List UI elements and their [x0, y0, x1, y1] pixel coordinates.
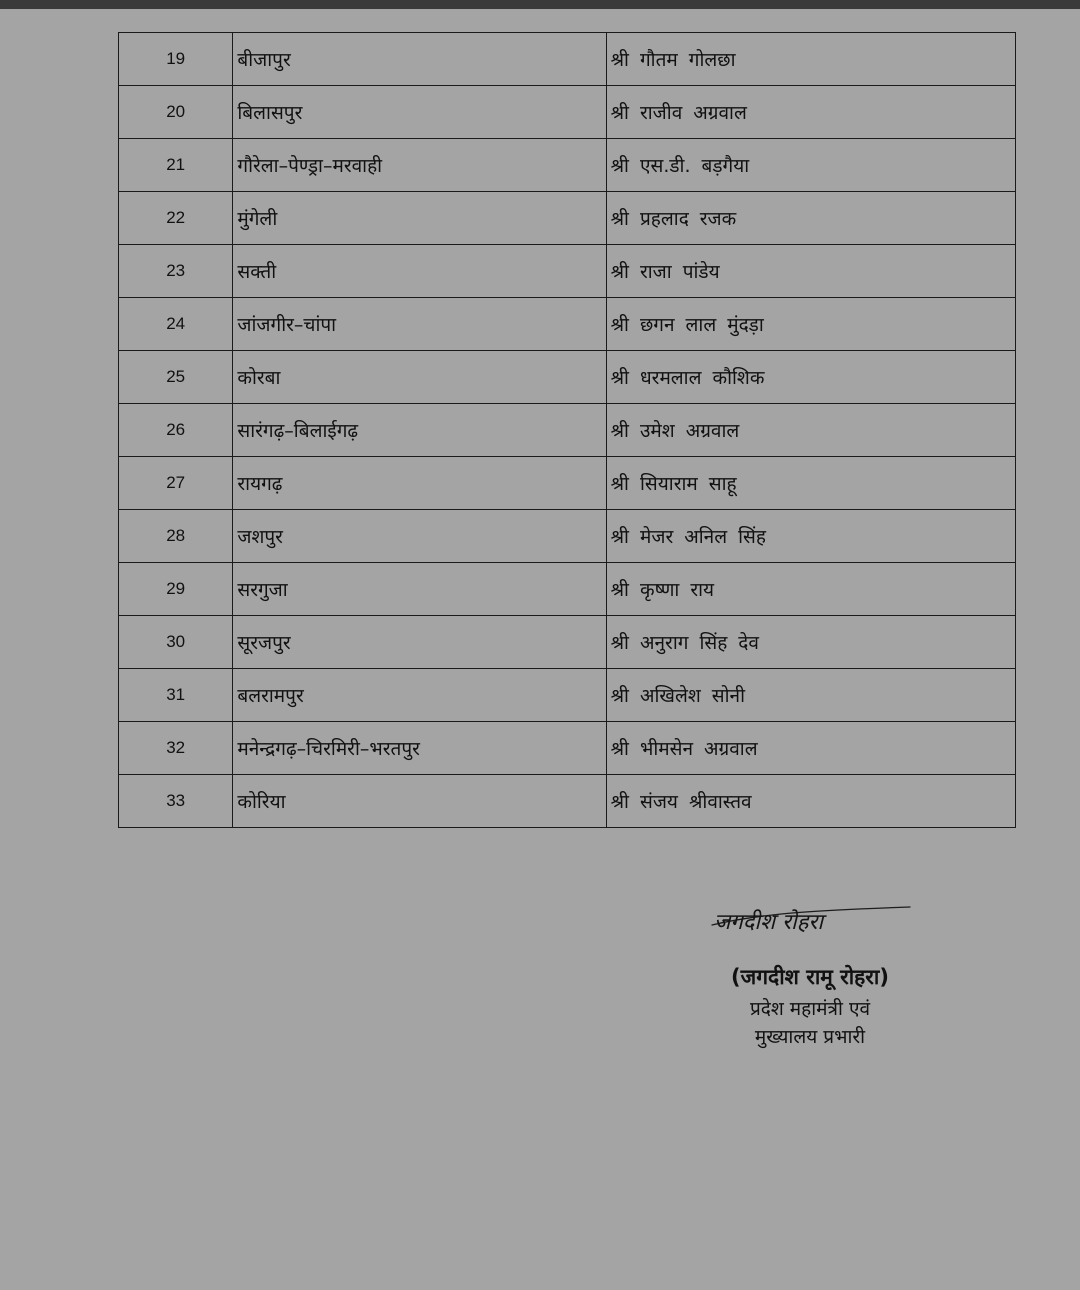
name-part: अखिलेश	[639, 685, 701, 707]
name-part: बड़गैया	[701, 155, 750, 177]
name-part: राजा	[639, 261, 672, 283]
name-part: देव	[738, 632, 759, 654]
honorific-prefix: श्री	[610, 526, 629, 548]
incharge-name-cell	[606, 563, 1015, 616]
honorific-prefix: श्री	[610, 579, 629, 601]
name-part: अग्रवाल	[685, 420, 740, 442]
name-part: श्रीवास्तव	[688, 791, 752, 813]
incharge-name-cell	[606, 139, 1015, 192]
district-cell: बिलासपुर	[233, 86, 606, 139]
serial-number-cell: 27	[119, 457, 233, 510]
serial-number-cell: 28	[119, 510, 233, 563]
serial-number-cell: 26	[119, 404, 233, 457]
incharge-name-cell	[606, 33, 1015, 86]
name-part: एस.डी.	[639, 155, 691, 177]
honorific-prefix: श्री	[610, 314, 629, 336]
serial-number-cell: 30	[119, 616, 233, 669]
name-part: गोलछा	[688, 49, 736, 71]
name-part: कृष्णा	[639, 579, 680, 601]
table-row	[119, 457, 1016, 510]
incharge-name-cell	[606, 404, 1015, 457]
district-cell: गौरेला–पेण्ड्रा–मरवाही	[233, 139, 606, 192]
incharge-name-cell	[606, 245, 1015, 298]
district-cell: बीजापुर	[233, 33, 606, 86]
table-row	[119, 245, 1016, 298]
district-incharge-table	[118, 32, 1016, 828]
name-part: छगन	[639, 314, 675, 336]
honorific-prefix: श्री	[610, 49, 629, 71]
name-part: पांडेय	[682, 261, 720, 283]
name-part: धरमलाल	[639, 367, 702, 389]
district-cell: मुंगेली	[233, 192, 606, 245]
name-part: अनिल	[684, 526, 728, 548]
table-row	[119, 563, 1016, 616]
svg-text:जगदीश रोहरा: जगदीश रोहरा	[714, 910, 824, 935]
name-part: प्रहलाद	[639, 208, 689, 230]
name-part: मुंदड़ा	[727, 314, 764, 336]
honorific-prefix: श्री	[610, 208, 629, 230]
honorific-prefix: श्री	[610, 261, 629, 283]
incharge-name-cell	[606, 86, 1015, 139]
serial-number-cell: 20	[119, 86, 233, 139]
serial-number-cell: 24	[119, 298, 233, 351]
name-part: उमेश	[639, 420, 675, 442]
serial-number-cell: 22	[119, 192, 233, 245]
name-part: सोनी	[711, 685, 745, 707]
table-row	[119, 669, 1016, 722]
table-row	[119, 139, 1016, 192]
table-row	[119, 404, 1016, 457]
name-part: कौशिक	[712, 367, 765, 389]
name-part: राजीव	[639, 102, 683, 124]
table-row	[119, 722, 1016, 775]
serial-number-cell: 25	[119, 351, 233, 404]
table-row	[119, 298, 1016, 351]
table-row	[119, 775, 1016, 828]
district-cell: बलरामपुर	[233, 669, 606, 722]
honorific-prefix: श्री	[610, 791, 629, 813]
incharge-name-cell	[606, 775, 1015, 828]
serial-number-cell: 21	[119, 139, 233, 192]
serial-number-cell: 33	[119, 775, 233, 828]
honorific-prefix: श्री	[610, 155, 629, 177]
district-cell: रायगढ़	[233, 457, 606, 510]
name-part: अग्रवाल	[704, 738, 758, 760]
name-part: सियाराम	[639, 473, 698, 495]
district-cell: जांजगीर–चांपा	[233, 298, 606, 351]
honorific-prefix: श्री	[610, 632, 629, 654]
name-part: मेजर	[639, 526, 674, 548]
district-cell: कोरबा	[233, 351, 606, 404]
name-part: लाल	[685, 314, 717, 336]
name-part: सिंह	[699, 632, 728, 654]
honorific-prefix: श्री	[610, 420, 629, 442]
district-cell: कोरिया	[233, 775, 606, 828]
name-part: राय	[690, 579, 715, 601]
top-border	[0, 0, 1080, 9]
district-cell: जशपुर	[233, 510, 606, 563]
table-body	[119, 33, 1016, 828]
incharge-name-cell	[606, 669, 1015, 722]
district-cell: सक्ती	[233, 245, 606, 298]
incharge-name-cell	[606, 192, 1015, 245]
district-cell: सारंगढ़–बिलाईगढ़	[233, 404, 606, 457]
honorific-prefix: श्री	[610, 367, 629, 389]
incharge-name-cell	[606, 457, 1015, 510]
signatory-title-line-2: मुख्यालय प्रभारी	[754, 1026, 866, 1048]
table-row	[119, 192, 1016, 245]
signatory-name: (जगदीश रामू रोहरा)	[731, 965, 889, 989]
name-part: रजक	[699, 208, 737, 230]
serial-number-cell: 31	[119, 669, 233, 722]
name-part: संजय	[639, 791, 678, 813]
honorific-prefix: श्री	[610, 102, 629, 124]
handwritten-signature	[700, 895, 920, 945]
signatory-title-line-1: प्रदेश महामंत्री एवं	[749, 998, 871, 1020]
incharge-name-cell	[606, 722, 1015, 775]
district-cell: सरगुजा	[233, 563, 606, 616]
incharge-name-cell	[606, 351, 1015, 404]
table-row	[119, 616, 1016, 669]
signatory-title	[680, 995, 940, 1051]
name-part: साहू	[708, 473, 737, 495]
incharge-name-cell	[606, 298, 1015, 351]
signature-block	[700, 895, 930, 945]
honorific-prefix: श्री	[610, 738, 629, 760]
district-cell: सूरजपुर	[233, 616, 606, 669]
honorific-prefix: श्री	[610, 473, 629, 495]
incharge-name-cell	[606, 510, 1015, 563]
table-row	[119, 351, 1016, 404]
name-part: अनुराग	[639, 632, 689, 654]
table-row	[119, 33, 1016, 86]
incharge-name-cell	[606, 616, 1015, 669]
district-cell: मनेन्द्रगढ़–चिरमिरी–भरतपुर	[233, 722, 606, 775]
table-row	[119, 86, 1016, 139]
name-part: अग्रवाल	[693, 102, 747, 124]
serial-number-cell: 29	[119, 563, 233, 616]
honorific-prefix: श्री	[610, 685, 629, 707]
name-part: गौतम	[639, 49, 678, 71]
serial-number-cell: 32	[119, 722, 233, 775]
name-part: सिंह	[738, 526, 766, 548]
serial-number-cell: 19	[119, 33, 233, 86]
table-row	[119, 510, 1016, 563]
serial-number-cell: 23	[119, 245, 233, 298]
name-part: भीमसेन	[639, 738, 694, 760]
